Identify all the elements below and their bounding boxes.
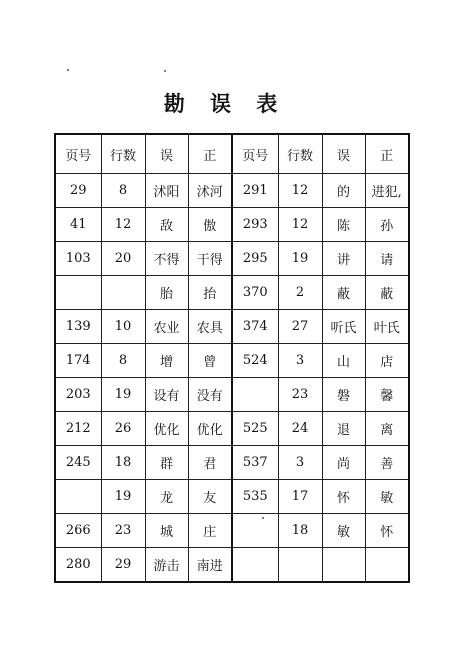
correction-cell: 离 bbox=[365, 412, 409, 446]
error-cell: 讲 bbox=[322, 242, 365, 276]
correction-cell: 沭河 bbox=[188, 174, 232, 208]
error-cell: 设有 bbox=[145, 378, 188, 412]
correction-cell: 庄 bbox=[188, 514, 232, 548]
error-cell: 尚 bbox=[322, 446, 365, 480]
correction-cell: 店 bbox=[365, 344, 409, 378]
page-cell: 524 bbox=[232, 344, 278, 378]
correction-cell: 优化 bbox=[188, 412, 232, 446]
line-cell: 19 bbox=[278, 242, 322, 276]
error-cell: 胎 bbox=[145, 276, 188, 310]
line-cell: 23 bbox=[278, 378, 322, 412]
table-row bbox=[55, 378, 409, 412]
errata-table bbox=[54, 133, 410, 583]
header-line: 行数 bbox=[101, 134, 145, 174]
table-row bbox=[55, 310, 409, 344]
scan-speck bbox=[67, 69, 69, 71]
error-cell: 蔽 bbox=[322, 276, 365, 310]
page-title: 勘 误 表 bbox=[163, 91, 287, 116]
error-cell: 陈 bbox=[322, 208, 365, 242]
correction-cell: 怀 bbox=[365, 514, 409, 548]
table-row bbox=[55, 514, 409, 548]
table-row bbox=[55, 480, 409, 514]
table-row bbox=[55, 208, 409, 242]
line-cell: 17 bbox=[278, 480, 322, 514]
line-cell: 23 bbox=[101, 514, 145, 548]
line-cell: 24 bbox=[278, 412, 322, 446]
header-row bbox=[55, 134, 409, 174]
page-cell bbox=[232, 378, 278, 412]
correction-cell: 进犯, bbox=[365, 174, 409, 208]
correction-cell: 南进 bbox=[188, 548, 232, 583]
line-cell: 12 bbox=[278, 208, 322, 242]
table-row bbox=[55, 276, 409, 310]
header-page: 页号 bbox=[232, 134, 278, 174]
table-row bbox=[55, 174, 409, 208]
page-cell: 103 bbox=[55, 242, 101, 276]
error-cell: 游击 bbox=[145, 548, 188, 583]
page-cell: 525 bbox=[232, 412, 278, 446]
line-cell: 29 bbox=[101, 548, 145, 583]
correction-cell: 抬 bbox=[188, 276, 232, 310]
page-cell: 212 bbox=[55, 412, 101, 446]
page-cell: 537 bbox=[232, 446, 278, 480]
correction-cell bbox=[365, 548, 409, 583]
error-cell: 龙 bbox=[145, 480, 188, 514]
table-row bbox=[55, 412, 409, 446]
page-cell: 295 bbox=[232, 242, 278, 276]
correction-cell: 君 bbox=[188, 446, 232, 480]
page-cell: 203 bbox=[55, 378, 101, 412]
page-cell: 139 bbox=[55, 310, 101, 344]
correction-cell: 曾 bbox=[188, 344, 232, 378]
error-cell: 群 bbox=[145, 446, 188, 480]
correction-cell: 干得 bbox=[188, 242, 232, 276]
correction-cell: 蔽 bbox=[365, 276, 409, 310]
header-correction: 正 bbox=[365, 134, 409, 174]
page-cell: 266 bbox=[55, 514, 101, 548]
line-cell: 18 bbox=[278, 514, 322, 548]
page-cell: 370 bbox=[232, 276, 278, 310]
error-cell: 沭阳 bbox=[145, 174, 188, 208]
correction-cell: 没有 bbox=[188, 378, 232, 412]
line-cell bbox=[278, 548, 322, 583]
error-cell: 怀 bbox=[322, 480, 365, 514]
page-cell: 535 bbox=[232, 480, 278, 514]
error-cell: 敏 bbox=[322, 514, 365, 548]
page-cell: 291 bbox=[232, 174, 278, 208]
line-cell: 10 bbox=[101, 310, 145, 344]
page-cell: 41 bbox=[55, 208, 101, 242]
page-cell bbox=[55, 480, 101, 514]
correction-cell: 叶氏 bbox=[365, 310, 409, 344]
correction-cell: 善 bbox=[365, 446, 409, 480]
correction-cell: 傲 bbox=[188, 208, 232, 242]
page-cell: 280 bbox=[55, 548, 101, 583]
header-error: 误 bbox=[145, 134, 188, 174]
error-cell: 优化 bbox=[145, 412, 188, 446]
correction-cell: 孙 bbox=[365, 208, 409, 242]
correction-cell: 友 bbox=[188, 480, 232, 514]
correction-cell: 请 bbox=[365, 242, 409, 276]
header-correction: 正 bbox=[188, 134, 232, 174]
error-cell: 不得 bbox=[145, 242, 188, 276]
page-cell: 245 bbox=[55, 446, 101, 480]
line-cell: 19 bbox=[101, 378, 145, 412]
table-row bbox=[55, 242, 409, 276]
error-cell: 退 bbox=[322, 412, 365, 446]
page-cell bbox=[232, 514, 278, 548]
correction-cell: 敏 bbox=[365, 480, 409, 514]
error-cell: 听氏 bbox=[322, 310, 365, 344]
line-cell: 27 bbox=[278, 310, 322, 344]
error-cell: 城 bbox=[145, 514, 188, 548]
error-cell: 增 bbox=[145, 344, 188, 378]
line-cell: 12 bbox=[278, 174, 322, 208]
line-cell: 18 bbox=[101, 446, 145, 480]
correction-cell: 农具 bbox=[188, 310, 232, 344]
line-cell: 8 bbox=[101, 174, 145, 208]
line-cell: 20 bbox=[101, 242, 145, 276]
header-page: 页号 bbox=[55, 134, 101, 174]
line-cell: 12 bbox=[101, 208, 145, 242]
error-cell: 敌 bbox=[145, 208, 188, 242]
line-cell: 26 bbox=[101, 412, 145, 446]
error-cell: 山 bbox=[322, 344, 365, 378]
line-cell: 19 bbox=[101, 480, 145, 514]
page-cell bbox=[55, 276, 101, 310]
table-row bbox=[55, 344, 409, 378]
header-line: 行数 bbox=[278, 134, 322, 174]
error-cell: 磐 bbox=[322, 378, 365, 412]
table-row bbox=[55, 446, 409, 480]
page-cell: 374 bbox=[232, 310, 278, 344]
page-cell: 29 bbox=[55, 174, 101, 208]
line-cell: 2 bbox=[278, 276, 322, 310]
correction-cell: 馨 bbox=[365, 378, 409, 412]
error-cell: 农业 bbox=[145, 310, 188, 344]
line-cell: 3 bbox=[278, 446, 322, 480]
page-cell bbox=[232, 548, 278, 583]
page-cell: 174 bbox=[55, 344, 101, 378]
error-cell bbox=[322, 548, 365, 583]
header-error: 误 bbox=[322, 134, 365, 174]
line-cell: 3 bbox=[278, 344, 322, 378]
page-cell: 293 bbox=[232, 208, 278, 242]
line-cell: 8 bbox=[101, 344, 145, 378]
error-cell: 的 bbox=[322, 174, 365, 208]
scan-speck bbox=[164, 70, 166, 72]
table-row bbox=[55, 548, 409, 583]
line-cell bbox=[101, 276, 145, 310]
